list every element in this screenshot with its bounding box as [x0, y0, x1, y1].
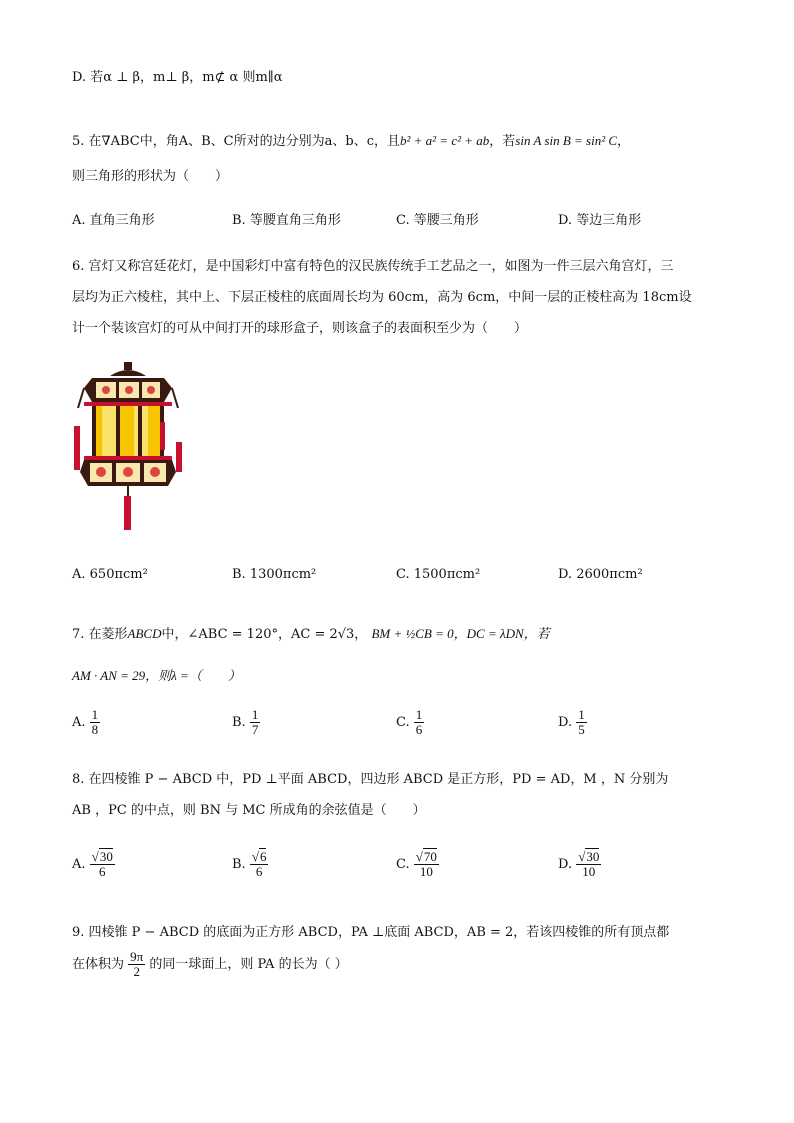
q8-option-c-den: 10	[419, 864, 433, 879]
q8-option-c-label: C.	[396, 857, 410, 872]
q6-option-d[interactable]: D. 2600πcm²	[558, 567, 643, 582]
q8-option-a-num: 30	[99, 849, 113, 864]
q8-option-a-den: 6	[98, 864, 106, 879]
q5-option-d[interactable]: D. 等边三角形	[558, 213, 642, 228]
q7-vector-eq1: BM + ½CB = 0	[371, 626, 454, 641]
q7-rhombus: ABCD	[127, 626, 162, 641]
q7-option-d-label: D.	[558, 715, 573, 730]
q9-line2	[72, 950, 348, 979]
q7-option-c-label: C.	[396, 715, 410, 730]
q9-text-b: 的同一球面上，则 PA 的长为（ ）	[149, 957, 348, 972]
q6-line2: 层均为正六棱柱，其中上、下层正棱柱的底面周长均为 60cm，高为 6cm，中间一层的正棱柱高为 18cm设	[72, 290, 692, 305]
q7-text-a: 7. 在菱形	[72, 627, 128, 642]
q8-option-b-num: 6	[259, 849, 267, 864]
q6-option-c[interactable]: C. 1500πcm²	[396, 567, 481, 582]
q7-option-b-den: 7	[251, 722, 259, 737]
q8-option-a-label: A.	[72, 857, 86, 872]
q7-option-a[interactable]	[72, 708, 100, 737]
q8-option-d[interactable]: D. $\frac{√30}{10}$	[558, 849, 600, 879]
q9-text-a: 在体积为	[72, 957, 125, 972]
q5-line1	[72, 130, 630, 149]
q4-option-d: D. 若α ⊥ β，m⊥ β，m⊄ α 则m∥α	[72, 70, 283, 85]
q8-option-c[interactable]: C. $\frac{√70}{10}$	[396, 849, 437, 879]
q7-option-a-den: 8	[91, 722, 99, 737]
q9-line1: 9. 四棱锥 P − ABCD 的底面为正方形 ABCD，PA ⊥底面 ABCD，AB = 2，若该四棱锥的所有顶点都	[72, 925, 670, 940]
q8-line1: 8. 在四棱锥 P − ABCD 中，PD ⊥平面 ABCD，四边形 ABCD 是正方形，PD = AD，M ，N 分别为	[72, 772, 669, 787]
q5-option-c[interactable]: C. 等腰三角形	[396, 213, 479, 228]
q5-option-a[interactable]: A. 直角三角形	[72, 213, 155, 228]
q7-line2	[72, 665, 241, 684]
q7-option-c[interactable]	[396, 708, 424, 737]
q7-option-c-den: 6	[415, 722, 423, 737]
q6-line3: 计一个装该宫灯的可从中间打开的球形盒子，则该盒子的表面积至少为（ ）	[72, 321, 528, 336]
q7-option-c-num: 1	[415, 707, 423, 722]
q5-text-a: 5. 在∇ABC中，角A、B、C所对的边分别为a、b、c，且	[72, 134, 400, 149]
q6-option-b[interactable]: B. 1300πcm²	[232, 567, 317, 582]
q7-option-d-num: 1	[578, 707, 585, 722]
q7-option-a-label: A.	[72, 715, 86, 730]
q8-option-a[interactable]: A. $\frac{√30}{6}$	[72, 849, 113, 879]
q8-option-b-den: 6	[255, 864, 263, 879]
q7-option-b-label: B.	[232, 715, 246, 730]
q7-text-b: 中，∠ABC = 120°，AC = 2√3，	[161, 627, 368, 642]
q8-option-d-num: 30	[586, 849, 600, 864]
q8-line2: AB ，PC 的中点，则 BN 与 MC 所成角的余弦值是（ ）	[72, 803, 426, 818]
q7-option-a-num: 1	[91, 707, 99, 722]
q8-option-c-num: 70	[423, 849, 437, 864]
q8-option-b-label: B.	[232, 857, 246, 872]
q5-text-b: ，若	[489, 134, 516, 149]
q9-frac-den: 2	[133, 964, 140, 979]
q6-option-a[interactable]: A. 650πcm²	[72, 567, 148, 582]
q5-text-c: ，	[617, 134, 631, 149]
q8-option-d-den: 10	[582, 864, 596, 879]
q9-frac-num: 9π	[130, 949, 144, 964]
q6-line1: 6. 宫灯又称宫廷花灯，是中国彩灯中富有特色的汉民族传统手工艺品之一，如图为一件三层六角宫灯，三	[72, 259, 674, 274]
palace-lantern-image	[74, 362, 182, 534]
q7-dot-product: AM · AN = 29，则λ =（ ）	[72, 668, 241, 683]
q7-option-d-den: 5	[578, 722, 585, 737]
q5-option-b[interactable]: B. 等腰直角三角形	[232, 213, 341, 228]
q5-eq2: sin A sin B = sin² C	[515, 133, 618, 148]
q8-option-d-label: D.	[558, 857, 573, 872]
q5-eq1: b² + a² = c² + ab	[399, 133, 490, 148]
q7-option-d[interactable]	[558, 708, 587, 737]
q7-vector-eq2: ，DC = λDN，若	[453, 626, 550, 641]
q7-option-b-num: 1	[251, 707, 259, 722]
q8-option-b[interactable]: B. $\frac{√6}{6}$	[232, 849, 267, 879]
q5-line2: 则三角形的形状为（ ）	[72, 169, 229, 184]
q7-line1	[72, 623, 550, 642]
q7-option-b[interactable]	[232, 708, 260, 737]
